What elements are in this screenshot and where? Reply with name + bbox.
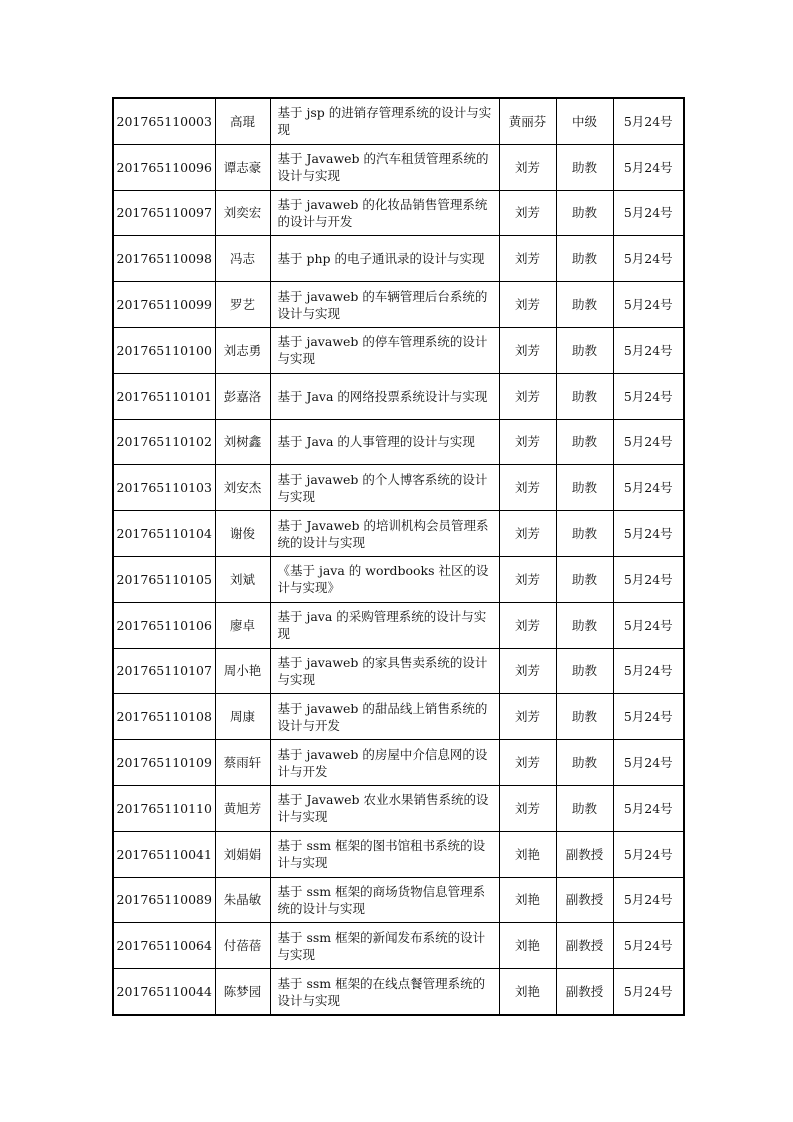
advisor-rank-cell: 助教 (556, 144, 613, 190)
defense-date-cell: 5月24号 (613, 419, 684, 465)
thesis-title-text: 基于 Java 的网络投票系统设计与实现 (277, 388, 488, 404)
thesis-title-cell (270, 969, 499, 1015)
table-row (113, 602, 684, 648)
thesis-title-cell (270, 98, 499, 144)
advisor-name-cell: 刘艳 (499, 831, 556, 877)
table-row (113, 831, 684, 877)
thesis-title-cell (270, 877, 499, 923)
thesis-title-text: 基于 php 的电子通讯录的设计与实现 (277, 251, 485, 267)
student-name-cell: 廖卓 (215, 602, 270, 648)
advisor-name-cell: 刘芳 (499, 373, 556, 419)
advisor-rank-cell: 助教 (556, 190, 613, 236)
defense-date-cell: 5月24号 (613, 785, 684, 831)
thesis-title-text: 基于 javaweb 的车辆管理后台系统的设计与实现 (277, 288, 488, 321)
student-id-cell: 201765110102 (113, 419, 215, 465)
thesis-title-cell (270, 648, 499, 694)
student-name-cell: 高琨 (215, 98, 270, 144)
thesis-title-cell (270, 236, 499, 282)
advisor-name-cell: 刘芳 (499, 556, 556, 602)
defense-date-cell: 5月24号 (613, 511, 684, 557)
thesis-title-cell (270, 190, 499, 236)
defense-date-cell: 5月24号 (613, 740, 684, 786)
thesis-title-cell (270, 740, 499, 786)
table-row (113, 282, 684, 328)
thesis-title-cell (270, 785, 499, 831)
thesis-title-cell (270, 282, 499, 328)
defense-date-cell: 5月24号 (613, 373, 684, 419)
defense-date-cell: 5月24号 (613, 556, 684, 602)
advisor-rank-cell: 助教 (556, 373, 613, 419)
defense-date-cell: 5月24号 (613, 602, 684, 648)
advisor-rank-cell: 助教 (556, 602, 613, 648)
student-name-cell: 彭嘉洛 (215, 373, 270, 419)
advisor-name-cell: 刘芳 (499, 648, 556, 694)
thesis-title-cell (270, 602, 499, 648)
thesis-title-text: 基于 ssm 框架的商场货物信息管理系统的设计与实现 (277, 883, 486, 916)
student-name-cell: 周康 (215, 694, 270, 740)
thesis-assignment-table (112, 97, 685, 1016)
thesis-title-text: 基于 Javaweb 的汽车租赁管理系统的设计与实现 (277, 151, 489, 184)
student-id-cell: 201765110044 (113, 969, 215, 1015)
thesis-title-text: 基于 Javaweb 的培训机构会员管理系统的设计与实现 (277, 517, 489, 550)
advisor-rank-cell: 助教 (556, 236, 613, 282)
student-id-cell: 201765110109 (113, 740, 215, 786)
thesis-title-cell (270, 327, 499, 373)
student-id-cell: 201765110089 (113, 877, 215, 923)
student-name-cell: 陈梦园 (215, 969, 270, 1015)
table-row (113, 327, 684, 373)
defense-date-cell: 5月24号 (613, 190, 684, 236)
thesis-title-text: 基于 javaweb 的房屋中介信息网的设计与开发 (277, 746, 488, 779)
advisor-rank-cell: 副教授 (556, 831, 613, 877)
advisor-name-cell: 刘芳 (499, 511, 556, 557)
thesis-title-text: 基于 javaweb 的停车管理系统的设计与实现 (277, 334, 488, 367)
table-row (113, 511, 684, 557)
table-row (113, 785, 684, 831)
student-id-cell: 201765110101 (113, 373, 215, 419)
student-name-cell: 刘志勇 (215, 327, 270, 373)
student-name-cell: 朱晶敏 (215, 877, 270, 923)
table-row (113, 556, 684, 602)
thesis-title-cell (270, 511, 499, 557)
thesis-title-text: 基于 ssm 框架的在线点餐管理系统的设计与实现 (277, 975, 486, 1008)
student-id-cell: 201765110103 (113, 465, 215, 511)
thesis-title-text: 基于 jsp 的进销存管理系统的设计与实现 (277, 105, 492, 138)
advisor-rank-cell: 助教 (556, 648, 613, 694)
advisor-name-cell: 刘艳 (499, 923, 556, 969)
student-id-cell: 201765110064 (113, 923, 215, 969)
table-row (113, 98, 684, 144)
advisor-rank-cell: 助教 (556, 511, 613, 557)
student-id-cell: 201765110105 (113, 556, 215, 602)
advisor-name-cell: 刘芳 (499, 694, 556, 740)
defense-date-cell: 5月24号 (613, 969, 684, 1015)
student-name-cell: 刘安杰 (215, 465, 270, 511)
thesis-title-cell (270, 465, 499, 511)
student-id-cell: 201765110096 (113, 144, 215, 190)
table-row (113, 190, 684, 236)
student-id-cell: 201765110110 (113, 785, 215, 831)
student-name-cell: 罗艺 (215, 282, 270, 328)
thesis-title-cell (270, 373, 499, 419)
table-row (113, 236, 684, 282)
student-id-cell: 201765110100 (113, 327, 215, 373)
defense-date-cell: 5月24号 (613, 327, 684, 373)
defense-date-cell: 5月24号 (613, 877, 684, 923)
advisor-name-cell: 刘芳 (499, 236, 556, 282)
table-row (113, 144, 684, 190)
student-id-cell: 201765110106 (113, 602, 215, 648)
student-name-cell: 刘斌 (215, 556, 270, 602)
thesis-title-text: 基于 javaweb 的甜品线上销售系统的设计与开发 (277, 700, 488, 733)
advisor-rank-cell: 助教 (556, 327, 613, 373)
defense-date-cell: 5月24号 (613, 144, 684, 190)
thesis-title-text: 基于 ssm 框架的图书馆租书系统的设计与实现 (277, 838, 486, 871)
student-name-cell: 冯志 (215, 236, 270, 282)
advisor-rank-cell: 助教 (556, 465, 613, 511)
advisor-name-cell: 刘芳 (499, 602, 556, 648)
advisor-name-cell: 刘芳 (499, 282, 556, 328)
thesis-title-text: 基于 Java 的人事管理的设计与实现 (277, 434, 475, 450)
advisor-name-cell: 黄丽芬 (499, 98, 556, 144)
student-id-cell: 201765110107 (113, 648, 215, 694)
student-id-cell: 201765110041 (113, 831, 215, 877)
advisor-rank-cell: 助教 (556, 785, 613, 831)
student-id-cell: 201765110099 (113, 282, 215, 328)
defense-date-cell: 5月24号 (613, 236, 684, 282)
student-id-cell: 201765110003 (113, 98, 215, 144)
advisor-name-cell: 刘芳 (499, 785, 556, 831)
student-name-cell: 付蓓蓓 (215, 923, 270, 969)
student-id-cell: 201765110097 (113, 190, 215, 236)
advisor-rank-cell: 副教授 (556, 923, 613, 969)
thesis-title-text: 基于 javaweb 的个人博客系统的设计与实现 (277, 471, 488, 504)
table-body (113, 98, 684, 1015)
table-row (113, 465, 684, 511)
defense-date-cell: 5月24号 (613, 831, 684, 877)
advisor-name-cell: 刘芳 (499, 740, 556, 786)
thesis-title-text: 基于 javaweb 的化妆品销售管理系统的设计与开发 (277, 196, 488, 229)
thesis-title-text: 基于 ssm 框架的新闻发布系统的设计与实现 (277, 929, 486, 962)
thesis-title-cell (270, 831, 499, 877)
table-row (113, 648, 684, 694)
thesis-title-text: 基于 javaweb 的家具售卖系统的设计与实现 (277, 654, 488, 687)
advisor-rank-cell: 副教授 (556, 969, 613, 1015)
thesis-title-cell (270, 694, 499, 740)
student-name-cell: 周小艳 (215, 648, 270, 694)
advisor-name-cell: 刘艳 (499, 969, 556, 1015)
defense-date-cell: 5月24号 (613, 282, 684, 328)
student-name-cell: 刘树鑫 (215, 419, 270, 465)
defense-date-cell: 5月24号 (613, 465, 684, 511)
advisor-rank-cell: 助教 (556, 419, 613, 465)
thesis-title-text: 基于 java 的采购管理系统的设计与实现 (277, 609, 487, 642)
student-name-cell: 谢俊 (215, 511, 270, 557)
advisor-rank-cell: 助教 (556, 694, 613, 740)
advisor-name-cell: 刘芳 (499, 327, 556, 373)
defense-date-cell: 5月24号 (613, 694, 684, 740)
defense-date-cell: 5月24号 (613, 98, 684, 144)
table-row (113, 923, 684, 969)
thesis-title-cell (270, 923, 499, 969)
student-name-cell: 黄旭芳 (215, 785, 270, 831)
student-name-cell: 谭志豪 (215, 144, 270, 190)
student-id-cell: 201765110104 (113, 511, 215, 557)
student-name-cell: 刘娟娟 (215, 831, 270, 877)
table-row (113, 969, 684, 1015)
table-row (113, 694, 684, 740)
defense-date-cell: 5月24号 (613, 923, 684, 969)
advisor-name-cell: 刘芳 (499, 465, 556, 511)
table-row (113, 740, 684, 786)
advisor-name-cell: 刘芳 (499, 419, 556, 465)
advisor-rank-cell: 助教 (556, 740, 613, 786)
table-row (113, 373, 684, 419)
thesis-title-cell (270, 556, 499, 602)
table-row (113, 877, 684, 923)
advisor-name-cell: 刘艳 (499, 877, 556, 923)
advisor-name-cell: 刘芳 (499, 144, 556, 190)
advisor-rank-cell: 助教 (556, 282, 613, 328)
defense-date-cell: 5月24号 (613, 648, 684, 694)
student-id-cell: 201765110108 (113, 694, 215, 740)
student-name-cell: 刘奕宏 (215, 190, 270, 236)
advisor-rank-cell: 副教授 (556, 877, 613, 923)
advisor-rank-cell: 中级 (556, 98, 613, 144)
student-name-cell: 蔡雨轩 (215, 740, 270, 786)
thesis-title-text: 《基于 java 的 wordbooks 社区的设计与实现》 (277, 563, 489, 596)
thesis-title-cell (270, 144, 499, 190)
student-id-cell: 201765110098 (113, 236, 215, 282)
thesis-title-cell (270, 419, 499, 465)
thesis-title-text: 基于 Javaweb 农业水果销售系统的设计与实现 (277, 792, 489, 825)
advisor-rank-cell: 助教 (556, 556, 613, 602)
advisor-name-cell: 刘芳 (499, 190, 556, 236)
table-row (113, 419, 684, 465)
